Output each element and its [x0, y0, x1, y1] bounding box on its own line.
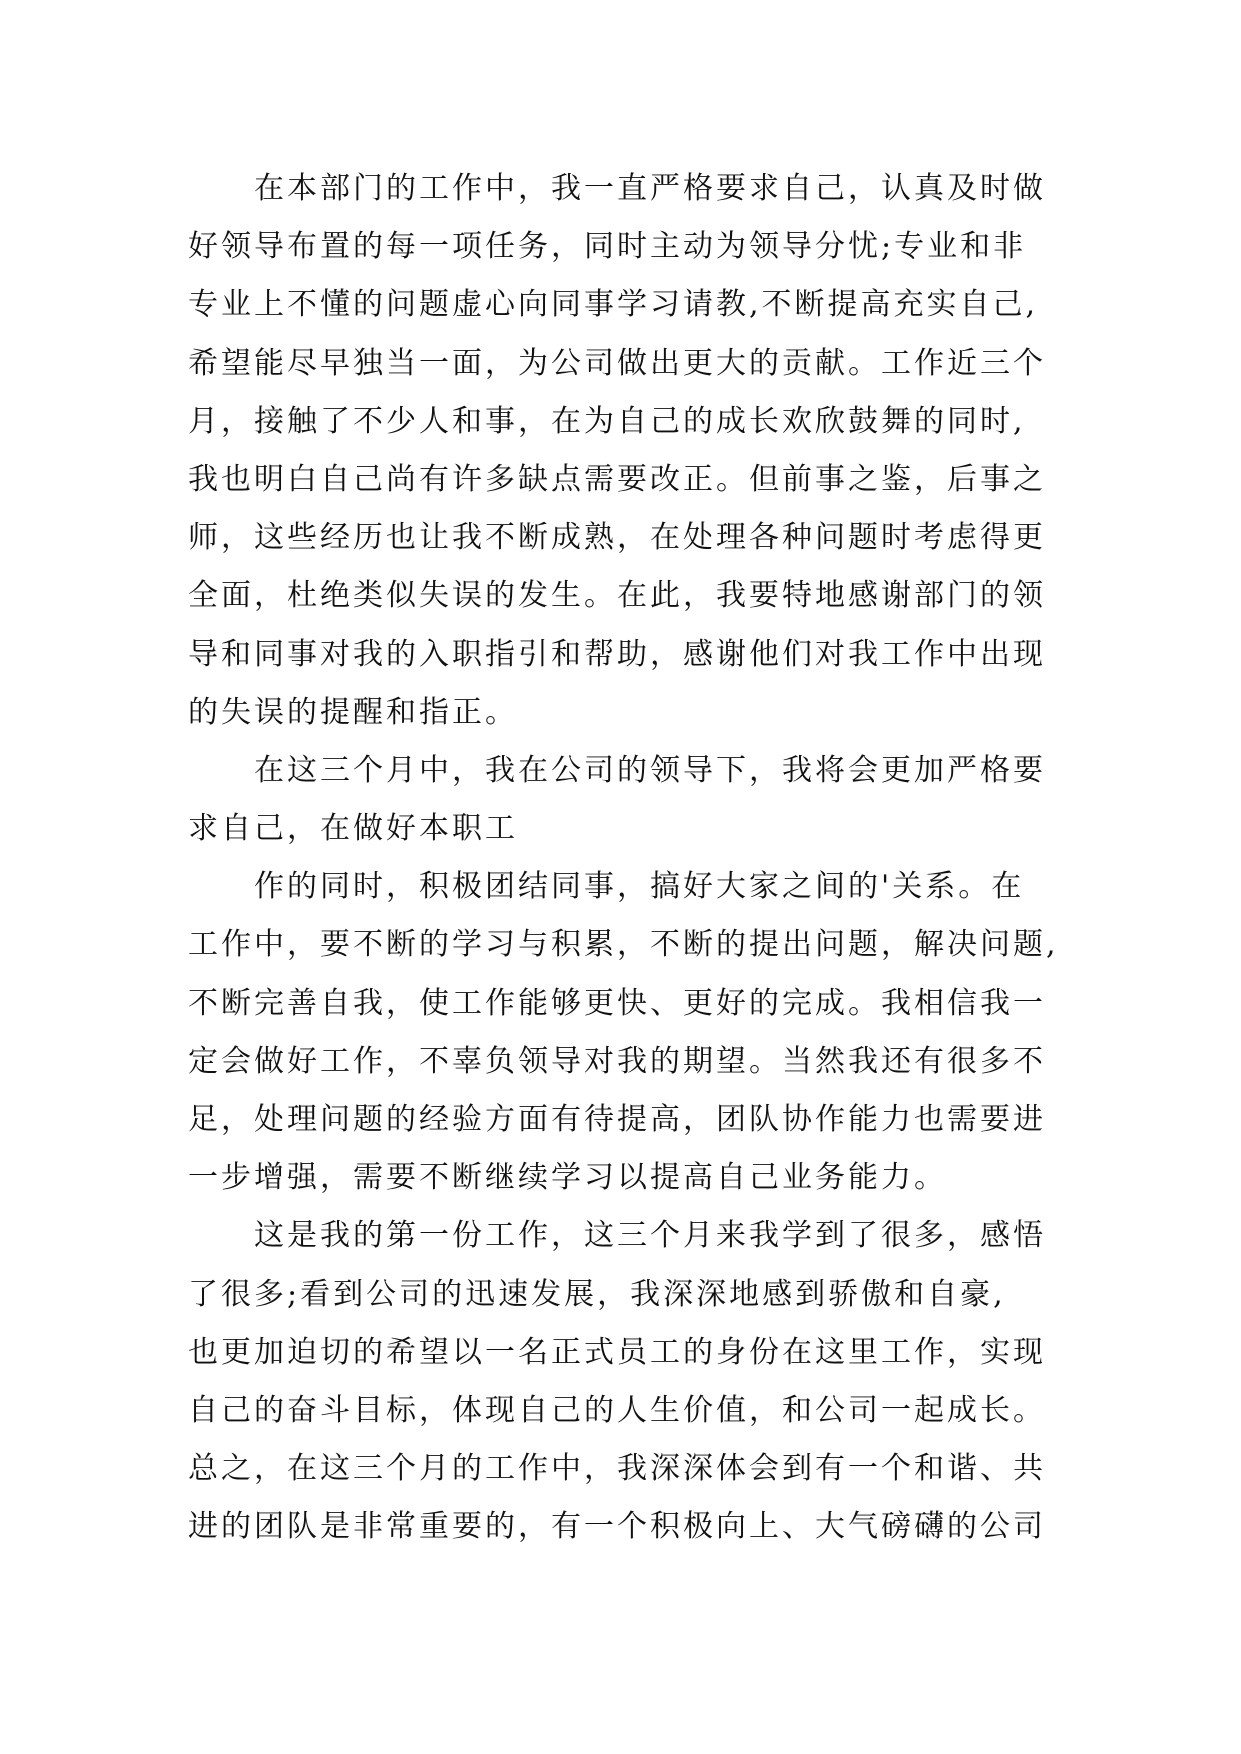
text-line: 在这三个月中，我在公司的领导下，我将会更加严格要: [254, 752, 1046, 788]
text-line: 自己的奋斗目标，体现自己的人生价值，和公司一起成长。: [188, 1392, 1046, 1428]
text-line: 工作中，要不断的学习与积累，不断的提出问题，解决问题,: [188, 927, 1059, 963]
text-line: 导和同事对我的入职指引和帮助，感谢他们对我工作中出现: [188, 636, 1046, 672]
text-line: 也更加迫切的希望以一名正式员工的身份在这里工作，实现: [188, 1334, 1046, 1370]
text-line: 作的同时，积极团结同事，搞好大家之间的'关系。在: [254, 869, 1025, 905]
text-line: 这是我的第一份工作，这三个月来我学到了很多，感悟: [254, 1218, 1046, 1254]
text-line: 我也明白自己尚有许多缺点需要改正。但前事之鉴，后事之: [188, 461, 1046, 497]
text-line: 进的团队是非常重要的，有一个积极向上、大气磅礴的公司: [188, 1509, 1046, 1545]
text-line: 全面，杜绝类似失误的发生。在此，我要特地感谢部门的领: [188, 578, 1046, 614]
text-line: 师，这些经历也让我不断成熟，在处理各种问题时考虑得更: [188, 520, 1046, 556]
text-line: 求自己，在做好本职工: [188, 811, 518, 847]
text-line: 定会做好工作，不辜负领导对我的期望。当然我还有很多不: [188, 1043, 1046, 1079]
text-line: 了很多;看到公司的迅速发展，我深深地感到骄傲和自豪,: [188, 1276, 1006, 1312]
text-line: 希望能尽早独当一面，为公司做出更大的贡献。工作近三个: [188, 345, 1046, 381]
text-line: 的失误的提醒和指正。: [188, 694, 518, 730]
text-line: 足，处理问题的经验方面有待提高，团队协作能力也需要进: [188, 1102, 1046, 1137]
document-body: [188, 160, 1088, 1557]
text-line: 月，接触了不少人和事，在为自己的成长欢欣鼓舞的同时,: [188, 403, 1026, 439]
text-line: 好领导布置的每一项任务，同时主动为领导分忧;专业和非: [188, 229, 1027, 265]
text-line: 在本部门的工作中，我一直严格要求自己，认真及时做: [254, 171, 1046, 206]
text-line: 不断完善自我，使工作能够更快、更好的完成。我相信我一: [188, 985, 1046, 1021]
text-line: 总之，在这三个月的工作中，我深深体会到有一个和谐、共: [188, 1451, 1046, 1487]
text-line: 一步增强，需要不断继续学习以提高自己业务能力。: [188, 1160, 947, 1196]
text-line: 专业上不懂的问题虚心向同事学习请教,不断提高充实自己,: [188, 287, 1039, 323]
